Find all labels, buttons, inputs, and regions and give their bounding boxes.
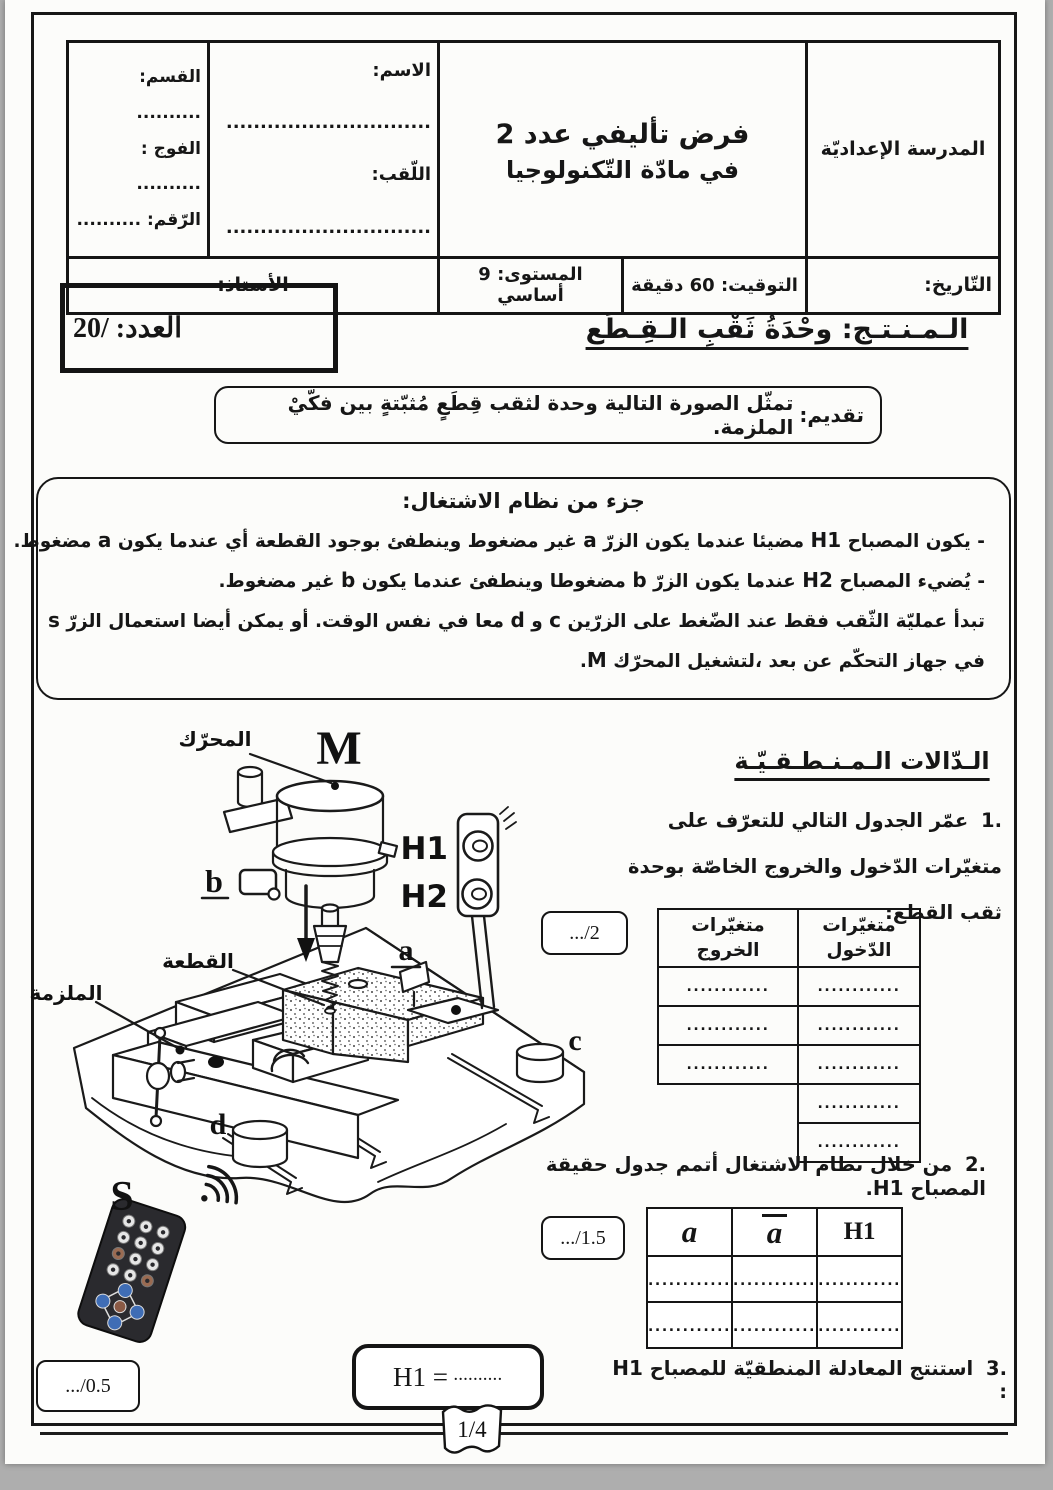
dotted-cell: ............	[799, 1007, 919, 1046]
button-d-label: d	[209, 1108, 227, 1141]
truth-table	[646, 1207, 903, 1349]
intro-text: تمثّل الصورة التالية وحدة لثقب قِطَعٍ مُثبّتةٍ بين فكّيْ الملزمة.	[287, 391, 794, 439]
button-c-label: c	[568, 1024, 582, 1057]
question-1-text: عمّر الجدول التالي للتعرّف على متغيّرات الدّخول والخروج الخاصّة بوحدة ثقب القطع:	[628, 809, 1002, 924]
teacher-label: الأستاذ:	[68, 257, 439, 313]
intro-box	[214, 386, 882, 444]
lamp-h2-label: H2	[400, 879, 448, 915]
name-field: الاسم: ..............................	[225, 60, 431, 134]
motor-letter-m: M	[316, 722, 362, 775]
bottom-rule-line	[40, 1432, 1008, 1435]
io-variables-table	[657, 908, 921, 1163]
class-field: القسم: ..........	[136, 67, 201, 123]
output-column-header: متغيّرات الخروج	[659, 910, 797, 968]
dotted-cell: ............	[799, 968, 919, 1007]
drilling-unit-diagram	[28, 710, 646, 1360]
operation-line-1: - يكون المصباح H1 مضيئا عندما يكون الزرّ a غير مضغوط وينطفئ بوجود القطعة أي عندما يكون a مضغوط.	[13, 528, 985, 552]
question-2-number: 2.	[965, 1153, 986, 1176]
operation-line-3: تبدأ عمليّة الثّقب فقط عند الضّغط على الزرّين c و d معا في نفس الوقت. أو يمكن أيضا استعمال الزرّ s	[47, 608, 985, 632]
sensor-a-label: a	[398, 934, 414, 967]
duration-label: التوقيت: 60 دقيقة	[623, 257, 807, 313]
total-score-box: العدد: /20	[60, 283, 338, 373]
page-number: 1/4	[457, 1417, 487, 1442]
vise-label: الملزمة	[29, 981, 103, 1005]
equation-lhs: H1 =	[393, 1361, 448, 1392]
number-field: الرّقم: ..........	[76, 209, 201, 230]
question-3-number: 3.	[986, 1357, 1007, 1380]
question-1-number: 1.	[981, 809, 1002, 832]
dotted-cell: ............	[647, 1256, 732, 1302]
motor-label: المحرّك	[178, 727, 252, 751]
dotted-cell: ............	[799, 1085, 919, 1124]
button-c	[517, 1044, 563, 1082]
dotted-cell: ............	[659, 1007, 797, 1046]
dotted-cell: ............	[817, 1134, 901, 1151]
exam-title-cell	[439, 42, 807, 258]
button-b-icon	[240, 870, 280, 900]
remote-s-label: S	[110, 1174, 134, 1220]
lamp-h1-label: H1	[400, 831, 448, 867]
date-label: التّاريخ:	[807, 257, 1000, 313]
dotted-cell: ............	[732, 1256, 817, 1302]
lamp-h2-bulb	[463, 880, 492, 909]
question-3: 3. استنتج المعادلة المنطقيّة للمصباح H1 :	[612, 1356, 1007, 1403]
equation-dots: ..........	[453, 1369, 503, 1384]
intro-label: تقديم:	[799, 403, 864, 427]
dotted-cell: ............	[732, 1302, 817, 1348]
product-title: الـمـنـتـج: وحْدَةُ ثَقْبِ الـقِـطَع	[585, 314, 969, 345]
lamp-post	[458, 807, 516, 1008]
truth-col-h1: H1	[817, 1208, 902, 1256]
dotted-cell: ............	[799, 1046, 919, 1085]
input-variables-column	[797, 908, 921, 1163]
lamp-h1-bulb	[464, 832, 493, 861]
operation-line-4: في جهاز التحكّم عن بعد ،لتشغيل المحرّك M.	[579, 648, 985, 672]
page-number-ribbon	[436, 1400, 508, 1458]
output-variables-column	[657, 908, 797, 1085]
exam-title-line2: في مادّة التّكنولوجيا	[505, 155, 740, 184]
group-field: الفوج : ..........	[136, 138, 201, 195]
exam-title-line1: فرض تأليفي عدد 2	[495, 119, 750, 151]
level-label: المستوى: 9 أساسي	[439, 257, 623, 313]
button-b-label: b	[205, 863, 223, 899]
truth-col-a-bar: a	[732, 1208, 817, 1256]
question-3-score-box: .../0.5	[36, 1360, 140, 1412]
question-2: 2. من خلال نظام الاشتغال أتمم جدول حقيقة المصباح H1.	[545, 1153, 986, 1200]
question-2-score-box: .../1.5	[541, 1216, 625, 1260]
input-column-header: متغيّرات الدّخول	[799, 910, 919, 968]
surname-field: اللّقب: ..............................	[225, 164, 431, 238]
operating-system-title: جزء من نظام الاشتغال:	[402, 489, 645, 513]
workpiece-label: القطعة	[162, 949, 234, 973]
button-d	[233, 1121, 287, 1167]
dotted-cell: ............	[647, 1302, 732, 1348]
student-name-cell	[209, 42, 439, 258]
dotted-cell: ............	[817, 1256, 902, 1302]
operating-system-box	[13, 477, 1011, 700]
dotted-cell: ............	[817, 1302, 902, 1348]
school-name: المدرسة الإعداديّة	[807, 42, 1000, 258]
logic-section-title: الـدّالات الـمـنـطـقـيّـة	[734, 747, 990, 775]
dotted-cell: ............	[686, 1056, 770, 1073]
operation-line-2: - يُضيء المصباح H2 عندما يكون الزرّ b مضغوطا وينطفئ عندما يكون b غير مضغوط.	[218, 568, 985, 592]
truth-col-a: a	[647, 1208, 732, 1256]
question-1-score-box: .../2	[541, 911, 628, 955]
exam-header-table	[66, 40, 1001, 315]
dotted-cell: ............	[659, 968, 797, 1007]
class-info-cell	[68, 42, 209, 258]
